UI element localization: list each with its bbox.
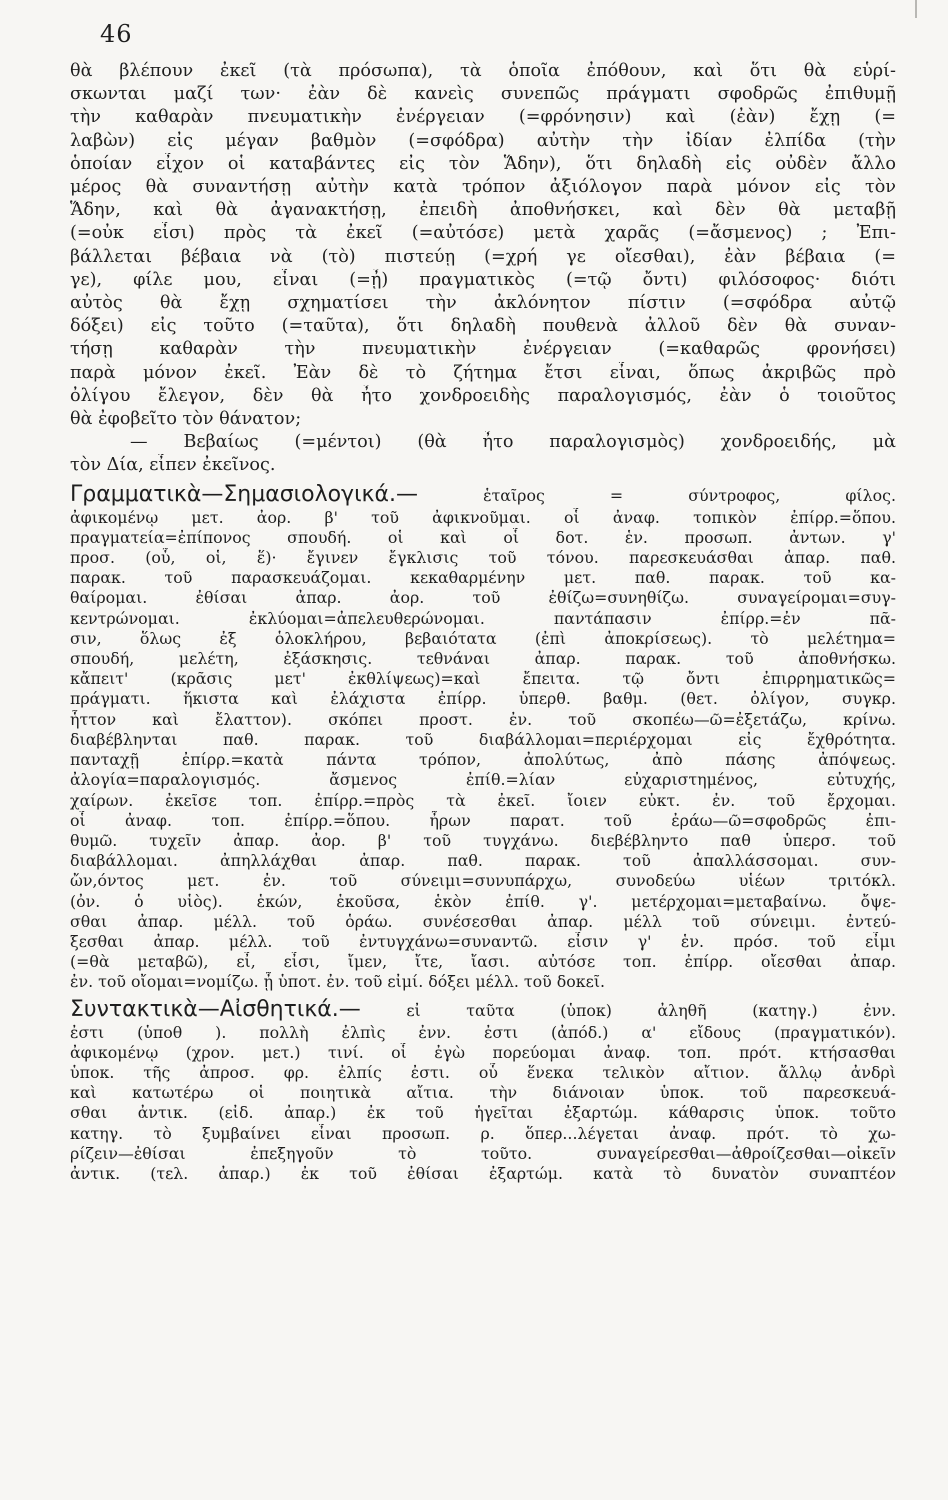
text-line: ὀλίγου ἔλεγον, δὲν θὰ ἦτο χονδροειδὴς παραλογισμός, ἐὰν ὁ τοιοῦτος	[70, 385, 896, 406]
text-line: παρὰ μόνον ἐκεῖ. Ἐὰν δὲ τὸ ζήτημα ἔτσι εἶναι, ὅπως ἀκριβῶς πρὸ	[70, 362, 896, 383]
text-line: σθαι ἀντικ. (εἰδ. ἀπαρ.) ἐκ τοῦ ἡγεῖται ἐξαρτώμ. κάθαρσις ὑποκ. τοῦτο	[70, 1103, 896, 1123]
text-line: μέρος θὰ συναντήσῃ αὐτὴν κατὰ τρόπον ἀξιόλογον παρὰ μόνον εἰς τὸν	[70, 177, 896, 198]
grammar-section	[70, 482, 896, 993]
text-line: διαβέβληνται παθ. παρακ. τοῦ διαβάλλομαι=περιέρχομαι εἰς ἔχθρότητα.	[70, 729, 896, 749]
syntax-text	[70, 1023, 896, 1185]
text-line: Ἅδην, καὶ θὰ ἀγανακτήσῃ, ἐπειδὴ ἀποθνήσκει, καὶ δὲν θὰ μεταβῇ	[70, 200, 896, 221]
text-line: σιν, ὅλως ἐξ ὁλοκλήρου, βεβαιότατα (ἐπὶ ἀποκρίσεως). τὸ μελέτημα=	[70, 628, 896, 648]
text-line: ἀφικομένῳ μετ. ἀορ. β' τοῦ ἀφικνοῦμαι. οἷ ἀναφ. τοπικὸν ἐπίρρ.=ὅπου.	[70, 507, 896, 527]
text-line: ἀντικ. (τελ. ἀπαρ.) ἐκ τοῦ ἐθίσαι ἐξαρτώμ. κατὰ τὸ δυνατὸν συναπτέον	[70, 1163, 896, 1183]
text-line: (=οὐκ εἶσι) πρὸς τὰ ἐκεῖ (=αὐτόσε) μετὰ χαρᾶς (=ἄσμενος) ; Ἐπι-	[70, 223, 896, 244]
text-line: ὑποκ. τῆς ἀπροσ. φρ. ἐλπίς ἐστι. οὗ ἕνεκα τελικὸν αἴτιον. ἄλλῳ ἀνδρὶ	[70, 1062, 896, 1082]
text-line: ἧττον καὶ ἔλαττον). σκόπει προστ. ἐν. τοῦ σκοπέω—ῶ=ἐξετάζω, κρίνω.	[70, 709, 896, 729]
page-body	[70, 60, 896, 1184]
syntax-first-line	[70, 997, 896, 1023]
grammar-text	[70, 508, 896, 993]
grammar-heading: Γραμματικὰ—Σημασιολογικά.—	[70, 481, 418, 507]
text-line: κατηγ. τὸ ξυμβαίνει εἶναι προσωπ. ρ. ὅπερ...λέγεται ἀναφ. πρότ. τὸ χω-	[70, 1123, 896, 1143]
syntax-heading: Συντακτικὰ—Αἰσθητικά.—	[70, 996, 361, 1022]
text-line: ρίζειν—ἐθίσαι ἐπεξηγοῦν τὸ τοῦτο. συναγείρεσθαι—ἀθροίζεσθαι—οἰκεῖν	[70, 1143, 896, 1163]
text-line: σθαι ἀπαρ. μέλλ. τοῦ ὁράω. συνέσεσθαι ἀπαρ. μέλλ τοῦ σύνειμι. ἐντεύ-	[70, 911, 896, 931]
text-line: αὐτὸς θὰ ἔχῃ σχηματίσει τὴν ἀκλόνητον πίστιν (=σφόδρα αὐτῷ	[70, 293, 896, 314]
text-line: βάλλεται βέβαια νὰ (τὸ) πιστεύῃ (=χρή γε οἴεσθαι), ἐὰν βέβαια (=	[70, 246, 896, 267]
page-number: 46	[100, 20, 133, 48]
text-line: παρακ. τοῦ παρασκευάζομαι. κεκαθαρμένην μετ. παθ. παρακ. τοῦ κα-	[70, 568, 896, 588]
grammar-first-text: ἑταῖρος = σύντροφος, φίλος.	[483, 485, 896, 505]
text-line: κεντρώνομαι. ἐκλύομαι=ἀπελευθερώνομαι. παντάπασιν ἐπίρρ.=ἐν πᾶ-	[70, 608, 896, 628]
text-line: (=θὰ μεταβῶ), εἶ, εἶσι, ἴμεν, ἴτε, ἴασι. αὐτόσε τοπ. ἐπίρρ. οἴεσθαι ἀπαρ.	[70, 952, 896, 972]
text-line: οἷ ἀναφ. τοπ. ἐπίρρ.=ὅπου. ἦρων παρατ. τοῦ ἐράω—ῶ=σφοδρῶς ἐπι-	[70, 810, 896, 830]
text-line: ὤν,όντος μετ. ἐν. τοῦ σύνειμι=συνυπάρχω, συνοδεύω υἱέων τριτόκλ.	[70, 871, 896, 891]
margin-mark	[915, 0, 917, 18]
text-line: ὁποίαν εἶχον οἱ καταβάντες εἰς τὸν Ἅδην), ὅτι δηλαδὴ εἰς οὐδὲν ἄλλο	[70, 153, 896, 174]
text-line: τὸν Δία, εἶπεν ἐκεῖνος.	[70, 455, 276, 476]
text-line: τήσῃ καθαρὰν τὴν πνευματικὴν ἐνέργειαν (=καθαρῶς φρονήσει)	[70, 339, 896, 360]
dialogue-text	[70, 431, 896, 477]
text-line: γε), φίλε μου, εἶναι (=ᾖ) πραγματικὸς (=τῷ ὄντι) φιλόσοφος· διότι	[70, 269, 896, 290]
text-line: θαίρομαι. ἐθίσαι ἀπαρ. ἀορ. τοῦ ἐθίζω=συνηθίζω. συναγείρομαι=συγ-	[70, 588, 896, 608]
text-line: ἐν. τοῦ οἴομαι=νομίζω. ᾖ ὑποτ. ἐν. τοῦ εἰμί. δόξει μέλλ. τοῦ δοκεῖ.	[70, 972, 606, 992]
main-text	[70, 60, 896, 431]
text-line: χαίρων. ἐκεῖσε τοπ. ἐπίρρ.=πρὸς τὰ ἐκεῖ. ἴοιεν εὐκτ. ἐν. τοῦ ἔρχομαι.	[70, 790, 896, 810]
text-line: κἄπειτ' (κρᾶσις μετ' ἐκθλίψεως)=καὶ ἔπειτα. τῷ ὄντι ἐπιρρηματικῶς=	[70, 669, 896, 689]
text-line: τὴν καθαρὰν πνευματικὴν ἐνέργειαν (=φρόνησιν) καὶ (ἐὰν) ἔχῃ (=	[70, 107, 896, 128]
text-line: καὶ κατωτέρω οἱ ποιητικὰ αἴτια. τὴν διάνοιαν ὑποκ. τοῦ παρεσκευά-	[70, 1083, 896, 1103]
text-line: θυμῶ. τυχεῖν ἀπαρ. ἀορ. β' τοῦ τυγχάνω. διεβέβληντο παθ ὑπερσ. τοῦ	[70, 830, 896, 850]
text-line: πραγματεία=ἐπίπονος σπουδή. οἱ καὶ οἷ δοτ. ἑν. προσωπ. ἀντων. γ'	[70, 527, 896, 547]
text-line: ἐστι (ὑποθ ). πολλὴ ἐλπὶς ἐνν. ἐστι (ἀπόδ.) α' εἴδους (πραγματικόν).	[70, 1022, 896, 1042]
text-line: πανταχῇ ἐπίρρ.=κατὰ πάντα τρόπον, ἀπολύτως, ἀπὸ πάσης ἀπόψεως.	[70, 750, 896, 770]
text-line: ἀλογία=παραλογισμός. ἄσμενος ἐπίθ.=λίαν εὐχαριστημένος, εὐτυχής,	[70, 770, 896, 790]
text-line: δόξει) εἰς τοῦτο (=ταῦτα), ὅτι δηλαδὴ πουθενὰ ἀλλοῦ δὲν θὰ συναν-	[70, 316, 896, 337]
text-line: σπουδή, μελέτη, ἐξάσκησις. τεθνάναι ἀπαρ. παρακ. τοῦ ἀποθνήσκω.	[70, 649, 896, 669]
text-line: ἀφικομένῳ (χρον. μετ.) τινί. οἷ ἐγὼ πορεύομαι ἀναφ. τοπ. πρότ. κτήσασθαι	[70, 1042, 896, 1062]
text-line: θὰ βλέπουν ἐκεῖ (τὰ πρόσωπα), τὰ ὁποῖα ἐπόθουν, καὶ ὅτι θὰ εὑρί-	[70, 61, 896, 81]
text-line: σκωνται μαζί των· ἐὰν δὲ κανεὶς συνεπῶς πράγματι σφοδρῶς ἐπιθυμῇ	[70, 84, 896, 105]
text-line: πράγματι. ἥκιστα καὶ ἐλάχιστα ἐπίρρ. ὑπερθ. βαθμ. (θετ. ὀλίγον, συγκρ.	[70, 689, 896, 709]
syntax-section	[70, 997, 896, 1185]
grammar-first-line	[70, 482, 896, 508]
text-line: — Βεβαίως (=μέντοι) (θὰ ἦτο παραλογισμὸς) χονδροειδής, μὰ	[130, 432, 896, 453]
text-line: λαβὼν) εἰς μέγαν βαθμὸν (=σφόδρα) αὐτὴν τὴν ἰδίαν ἐλπίδα (τὴν	[70, 130, 896, 151]
text-line: θὰ ἐφοβεῖτο τὸν θάνατον;	[70, 409, 302, 430]
text-line: (ὀν. ὁ υἱὸς). ἑκών, ἑκοῦσα, ἑκὸν ἐπίθ. γ'. μετέρχομαι=μεταβαίνω. ὄψε-	[70, 891, 896, 911]
text-line: διαβάλλομαι. ἀπηλλάχθαι ἀπαρ. παθ. παρακ. τοῦ ἀπαλλάσσομαι. συν-	[70, 851, 896, 871]
text-line: προσ. (οὗ, οἱ, ἕ)· ἔγινεν ἔγκλισις τοῦ τόνου. παρεσκευάσθαι ἀπαρ. παθ.	[70, 548, 896, 568]
text-line: ξεσθαι ἀπαρ. μέλλ. τοῦ ἐντυγχάνω=συναντῶ. εἶσιν γ' ἑν. πρόσ. τοῦ εἶμι	[70, 931, 896, 951]
syntax-first-text: εἰ ταῦτα (ὑποκ) ἀληθῆ (κατηγ.) ἐνν.	[406, 1000, 896, 1020]
